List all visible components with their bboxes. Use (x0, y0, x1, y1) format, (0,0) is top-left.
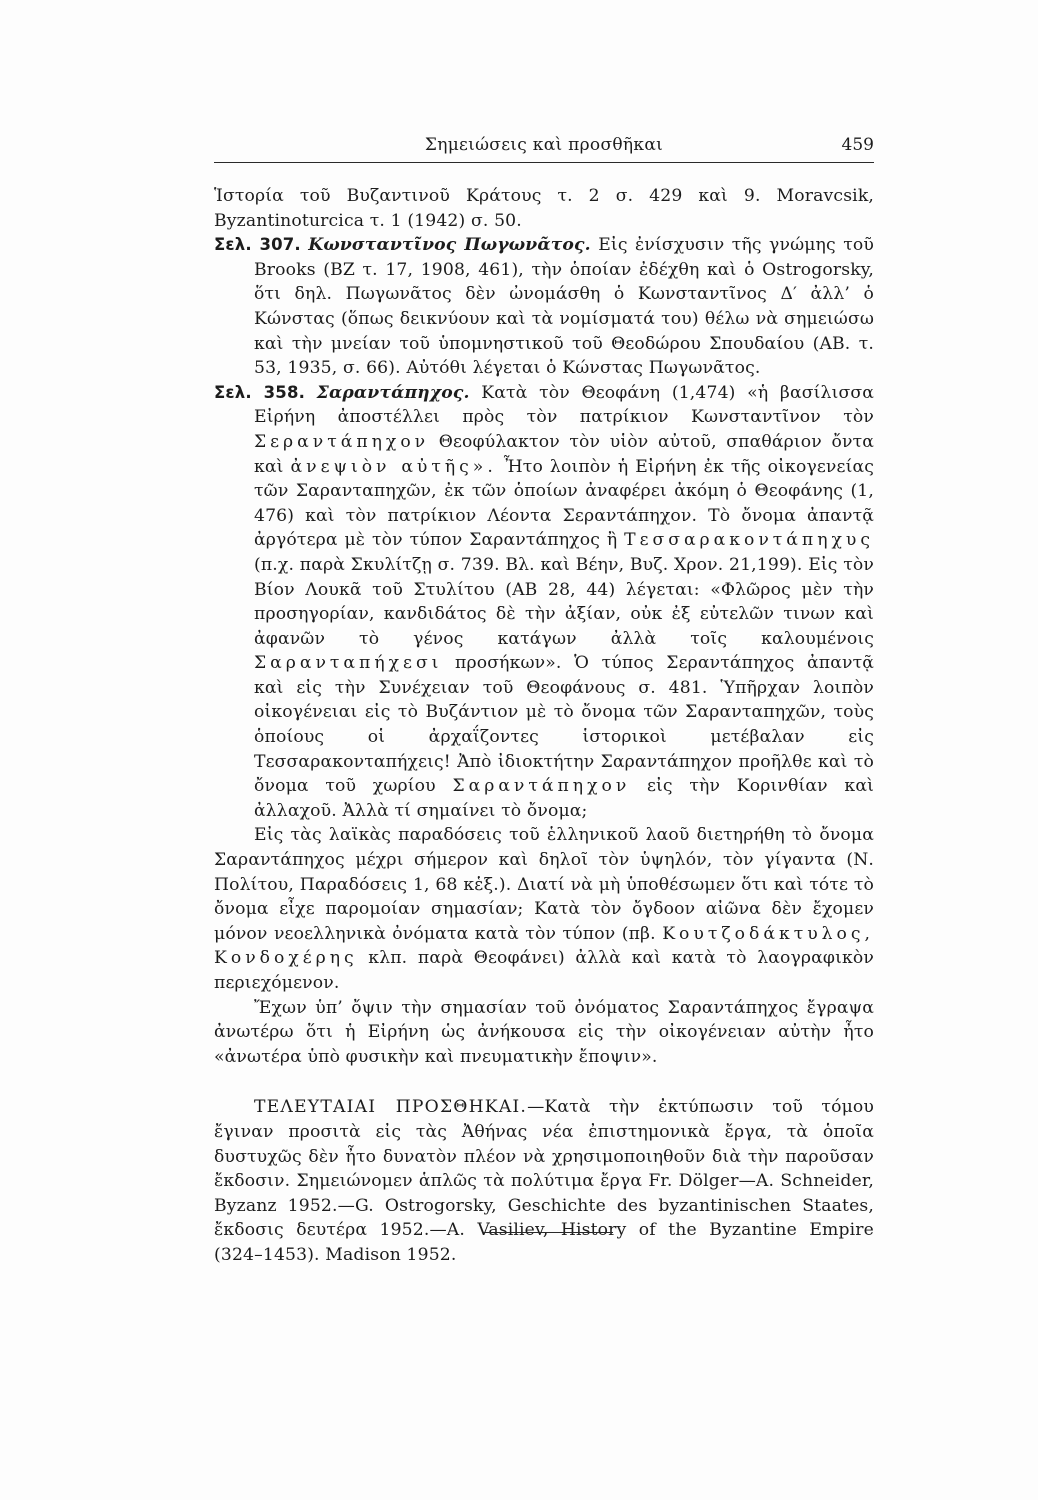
paragraph-text: —Κατὰ τὴν ἐκτύπωσιν τοῦ τόμου ἔγιναν προσιτὰ εἰς τὰς Ἀθήνας νέα ἐπιστημονικὰ ἔργα, τὰ ὁποῖα δυστυχῶς δὲν ἦτο δυνατὸν πλέον νὰ χρησιμοποιηθοῦν διὰ τὴν παροῦσαν ἔκδοσιν. Σημειώνομεν ἁπλῶς τὰ πολύτιμα ἔργα Fr. Dölger—A. Schneider, Byzanz 1952.—G. Ostrogorsky, Geschichte des byzantinischen Staates, ἔκδοσις δευτέρα 1952.—A. Vasiliev, History of the Byzantine Empire (324–1453). Madison 1952. (214, 1097, 874, 1265)
spaced-term: Σαραντάπηχον (452, 776, 631, 797)
final-additions-heading: ΤΕΛΕΥΤΑΙΑΙ ΠΡΟΣΘΗΚΑΙ. (254, 1097, 528, 1118)
spaced-term: Κονδοχέρης (214, 948, 358, 969)
spaced-term: Σεραντάπηχον (254, 431, 430, 452)
body-paragraph: Ἔχων ὑπ’ ὄψιν τὴν σημασίαν τοῦ ὀνόματος Σαραντάπηχος ἔγραψα ἀνωτέρω ὅτι ἡ Εἰρήνη ὡς ἀνήκουσα εἰς τὴν οἰκογένειαν αὐτὴν ἦτο «ἀνωτέρα ὑπὸ φυσικὴν καὶ πνευματικὴν ἔποψιν». (214, 997, 874, 1067)
end-rule (483, 1232, 613, 1233)
page-number: 459 (841, 135, 874, 155)
spaced-term: Σαρανταπήχεσι (254, 653, 443, 674)
header-rule (214, 162, 874, 163)
entry-text: Κατὰ τὸν Θεοφάνη (1,474) «ἡ βασίλισσα Εἰρήνη ἀποστέλλει πρὸς τὸν πατρίκιον Κωνσταντῖνον τὸν (254, 382, 874, 428)
entry-text: προσήκων». Ὁ τύπος Σεραντάπηχος ἀπαντᾷ καὶ εἰς τὴν Συνέχειαν τοῦ Θεοφάνους σ. 481. Ὑπῆρχαν λοιπὸν οἰκογένειαι εἰς τὸ Βυζάντιον μὲ τὸ ὄνομα τῶν Σαρανταπηχῶν, τοὺς ὁποίους οἱ ἀρχαΐζοντες ἱστορικοὶ μετέβαλαν εἰς Τεσσαρακονταπήχεις! Ἀπὸ ἰδιοκτήτην Σαραντάπηχον προῆλθε καὶ τὸ ὄνομα τοῦ χωρίου (254, 653, 874, 797)
entry-text: Ἦτο λοιπὸν ἡ Εἰρήνη ἐκ τῆς οἰκογενείας τῶν Σαρανταπηχῶν, ἐκ τῶν ὁποίων ἀναφέρει ἀκόμη ὁ Θεοφάνης (1, 476) καὶ τὸν πατρίκιον Λέοντα Σεραντάπηχον. Τὸ ὄνομα ἀπαντᾷ ἀργότερα μὲ τὸν τύπον Σαραντάπηχος ἢ (254, 456, 874, 551)
entry-text: (π.χ. παρὰ Σκυλίτζῃ σ. 739. Βλ. καὶ Βέην, Βυζ. Χρον. 21,199). Εἰς τὸν Βίον Λουκᾶ τοῦ Στυλίτου (AB 28, 44) λέγεται: «Φλῶρος μὲν τὴν προσηγορίαν, κανδιδάτος δὲ τὴν ἀξίαν, οὐκ ἐξ εὐτελῶν τινων καὶ ἀφανῶν τὸ γένος κατάγων ἀλλὰ τοῖς καλουμένοις (254, 554, 874, 649)
body-paragraph (214, 823, 874, 995)
entry-heading: Σαραντάπηχος. (316, 382, 470, 403)
note-entry-358 (214, 381, 874, 824)
entry-heading: Κωνσταντῖνος Πωγωνᾶτος. (308, 235, 591, 256)
entry-text: Εἰς ἐνίσχυσιν τῆς γνώμης τοῦ Brooks (BZ τ. 17, 1908, 461), τὴν ὁποίαν ἐδέχθη καὶ ὁ Ostrogorsky, ὅτι δηλ. Πωγωνᾶτος δὲν ὠνομάσθη ὁ Κωνσταντῖνος Δ′ ἀλλ’ ὁ Κώνστας (ὅπως δεικνύουν καὶ τὰ νομίσματά του) θέλω νὰ σημειώσω καὶ τὴν μνείαν τοῦ ὑπομνηστικοῦ τοῦ Θεοδώρου Σπουδαίου (AB. τ. 53, 1935, σ. 66). Αὐτόθι λέγεται ὁ Κώνστας Πωγωνᾶτος. (254, 235, 874, 379)
note-entry-307 (214, 233, 874, 381)
page-reference: Σελ. 307. (214, 235, 301, 255)
spaced-term: Τεσσαρακοντάπηχυς (624, 530, 874, 551)
continuation-paragraph: Ἱστορία τοῦ Βυζαντινοῦ Κράτους τ. 2 σ. 429 καὶ 9. Moravcsik, Byzantinoturcica τ. 1 (1942) σ. 50. (214, 186, 874, 231)
paragraph-text: Εἰς τὰς λαϊκὰς παραδόσεις τοῦ ἑλληνικοῦ λαοῦ διετηρήθη τὸ ὄνομα Σαραντάπηχος μέχρι σήμερον καὶ δηλοῖ τὸν ὑψηλόν, τὸν γίγαντα (Ν. Πολίτου, Παραδόσεις 1, 68 κἑξ.). Διατί νὰ μὴ ὑποθέσωμεν ὅτι καὶ τότε τὸ ὄνομα εἶχε παρομοίαν σημασίαν; Κατὰ τὸν ὄγδοον αἰῶνα δὲν ἔχομεν μόνον νεοελληνικὰ ὀνόματα κατὰ τὸν τύπον (πβ. (214, 825, 874, 944)
entry-text: Θεοφύλακτον τὸν υἱὸν αὐτοῦ, σπαθάριον ὄντα καὶ (254, 431, 874, 477)
spaced-term: ἀνεψιὸν αὐτῆς». (290, 456, 497, 477)
entry-text: εἰς τὴν Κορινθίαν καὶ ἀλλαχοῦ. Ἀλλὰ τί σημαίνει τὸ ὄνομα; (254, 776, 874, 821)
page-reference: Σελ. 358. (214, 382, 305, 402)
page-body (214, 184, 874, 1268)
paragraph-text: κλπ. παρὰ Θεοφάνει) ἀλλὰ καὶ κατὰ τὸ λαογραφικὸν περιεχόμενον. (214, 948, 874, 993)
spaced-term: Κουτζοδάκτυλος, (662, 923, 874, 944)
final-additions-paragraph (214, 1095, 874, 1267)
running-title: Σημειώσεις καὶ προσθῆκαι (424, 135, 664, 155)
page-header (214, 135, 874, 161)
